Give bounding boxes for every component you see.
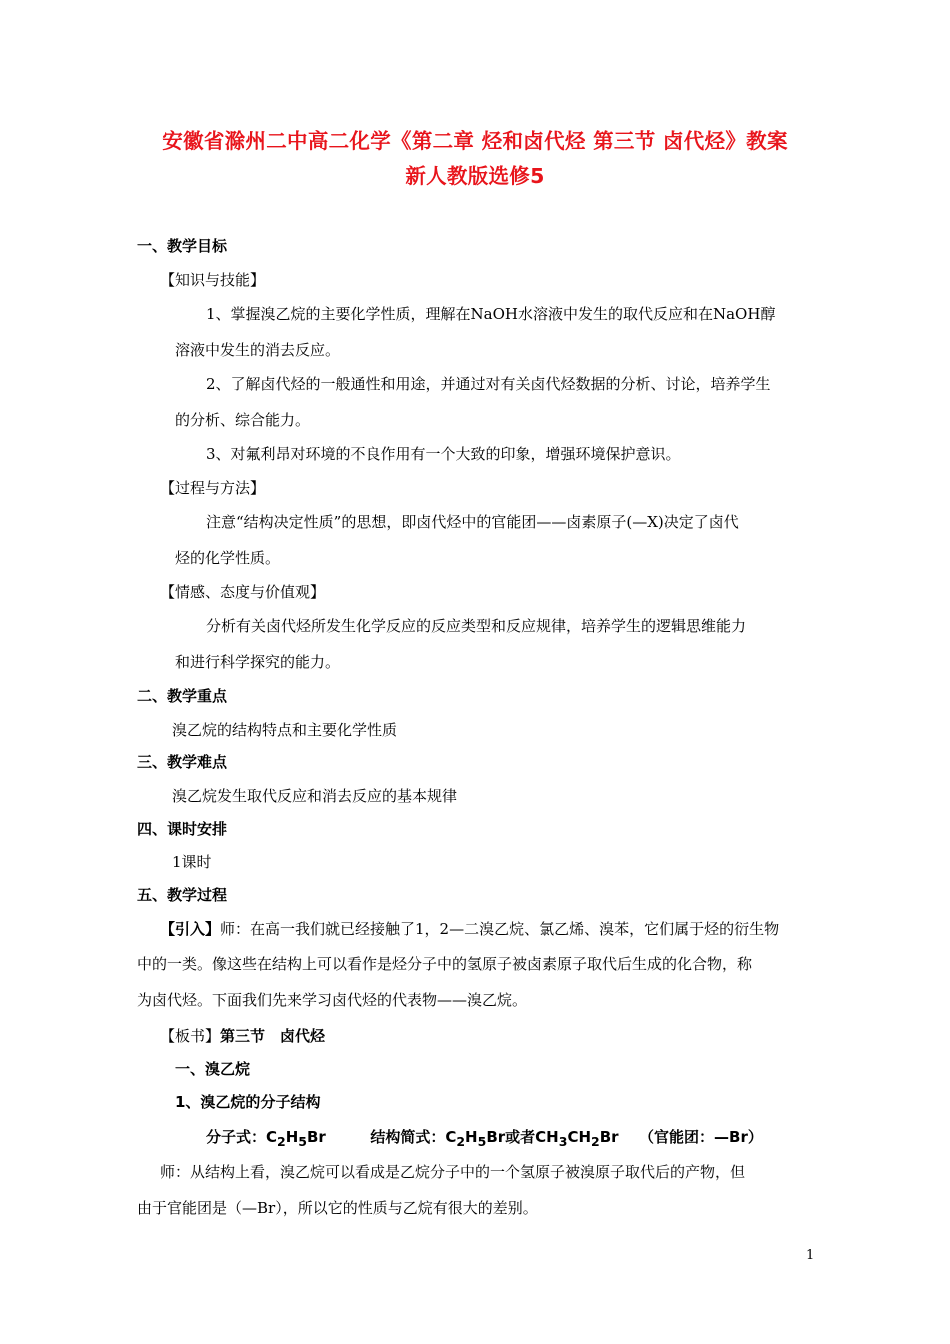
- section2-text: 溴乙烷的结构特点和主要化学性质: [172, 721, 398, 739]
- struct-sub: 3: [558, 1134, 568, 1149]
- subheading-bromoethane: 一、溴乙烷: [175, 1060, 251, 1078]
- section4-heading: 四、课时安排: [137, 820, 228, 838]
- knowledge-item1-line1: 1、掌握溴乙烷的主要化学性质，理解在NaOH水溶液中发生的取代反应和在NaOH醇: [206, 305, 776, 323]
- intro-line1: [160, 919, 779, 939]
- board-text: 第三节 卤代烃: [220, 1027, 326, 1045]
- struct-part: C: [445, 1128, 457, 1146]
- knowledge-item2-line2: 的分析、综合能力。: [175, 411, 311, 429]
- struct-part: CH: [567, 1128, 591, 1146]
- formula-line: [206, 1127, 763, 1152]
- struct-part: Br: [486, 1128, 506, 1146]
- section4-text: 1课时: [172, 853, 212, 871]
- page-number: 1: [806, 1248, 815, 1263]
- formula-sub: 5: [298, 1134, 307, 1149]
- teacher-line2: 由于官能团是（—Br），所以它的性质与乙烷有很大的差别。: [137, 1199, 538, 1217]
- struct-sub: 5: [477, 1134, 487, 1149]
- formula-part: H: [285, 1128, 299, 1146]
- process-line1: 注意“结构决定性质”的思想，即卤代烃中的官能团——卤素原子(—X)决定了卤代: [206, 513, 739, 531]
- formula-part: C: [266, 1128, 278, 1146]
- board-label: 【板书】: [160, 1027, 221, 1045]
- struct-part: CH: [535, 1128, 559, 1146]
- emotion-line1: 分析有关卤代烃所发生化学反应的反应类型和反应规律，培养学生的逻辑思维能力: [206, 617, 747, 635]
- knowledge-item3: 3、对氟利昂对环境的不良作用有一个大致的印象，增强环境保护意识。: [206, 445, 681, 463]
- process-label: 【过程与方法】: [160, 479, 266, 497]
- subheading-structure: 1、溴乙烷的分子结构: [175, 1093, 321, 1111]
- intro-text-1: 师：在高一我们就已经接触了1，2—二溴乙烷、氯乙烯、溴苯，它们属于烃的衍生物: [220, 920, 780, 938]
- struct-part: Br: [599, 1128, 619, 1146]
- board-line: [160, 1026, 325, 1046]
- formula-label: 分子式：: [206, 1128, 267, 1146]
- knowledge-item1-line2: 溶液中发生的消去反应。: [175, 341, 341, 359]
- document-title-line2: 新人教版选修5: [405, 164, 545, 188]
- section3-heading: 三、教学难点: [137, 753, 228, 771]
- intro-line2: 中的一类。像这些在结构上可以看作是烃分子中的氢原子被卤素原子取代后生成的化合物，称: [137, 955, 753, 973]
- emotion-line2: 和进行科学探究的能力。: [175, 653, 341, 671]
- intro-line3: 为卤代烃。下面我们先来学习卤代烃的代表物——溴乙烷。: [137, 991, 528, 1009]
- section5-heading: 五、教学过程: [137, 886, 228, 904]
- teacher-line1: 师：从结构上看，溴乙烷可以看成是乙烷分子中的一个氢原子被溴原子取代后的产物，但: [160, 1163, 746, 1181]
- functional-group: （官能团：—Br）: [639, 1128, 763, 1146]
- struct-label: 结构简式：: [370, 1128, 446, 1146]
- section3-text: 溴乙烷发生取代反应和消去反应的基本规律: [172, 787, 458, 805]
- document-title-line1: 安徽省滁州二中高二化学《第二章 烃和卤代烃 第三节 卤代烃》教案: [162, 129, 788, 153]
- knowledge-item2-line1: 2、了解卤代烃的一般通性和用途，并通过对有关卤代烃数据的分析、讨论，培养学生: [206, 375, 771, 393]
- struct-part: H: [465, 1128, 478, 1146]
- struct-sub: 2: [456, 1134, 466, 1149]
- process-line2: 烃的化学性质。: [175, 549, 281, 567]
- knowledge-label: 【知识与技能】: [160, 271, 266, 289]
- section2-heading: 二、教学重点: [137, 687, 228, 705]
- intro-label: 【引入】: [160, 920, 221, 938]
- struct-or: 或者: [505, 1128, 536, 1146]
- formula-sub: 2: [277, 1134, 286, 1149]
- struct-sub: 2: [591, 1134, 600, 1149]
- section1-heading: 一、教学目标: [137, 237, 228, 255]
- emotion-label: 【情感、态度与价值观】: [160, 583, 326, 601]
- formula-part: Br: [307, 1128, 326, 1146]
